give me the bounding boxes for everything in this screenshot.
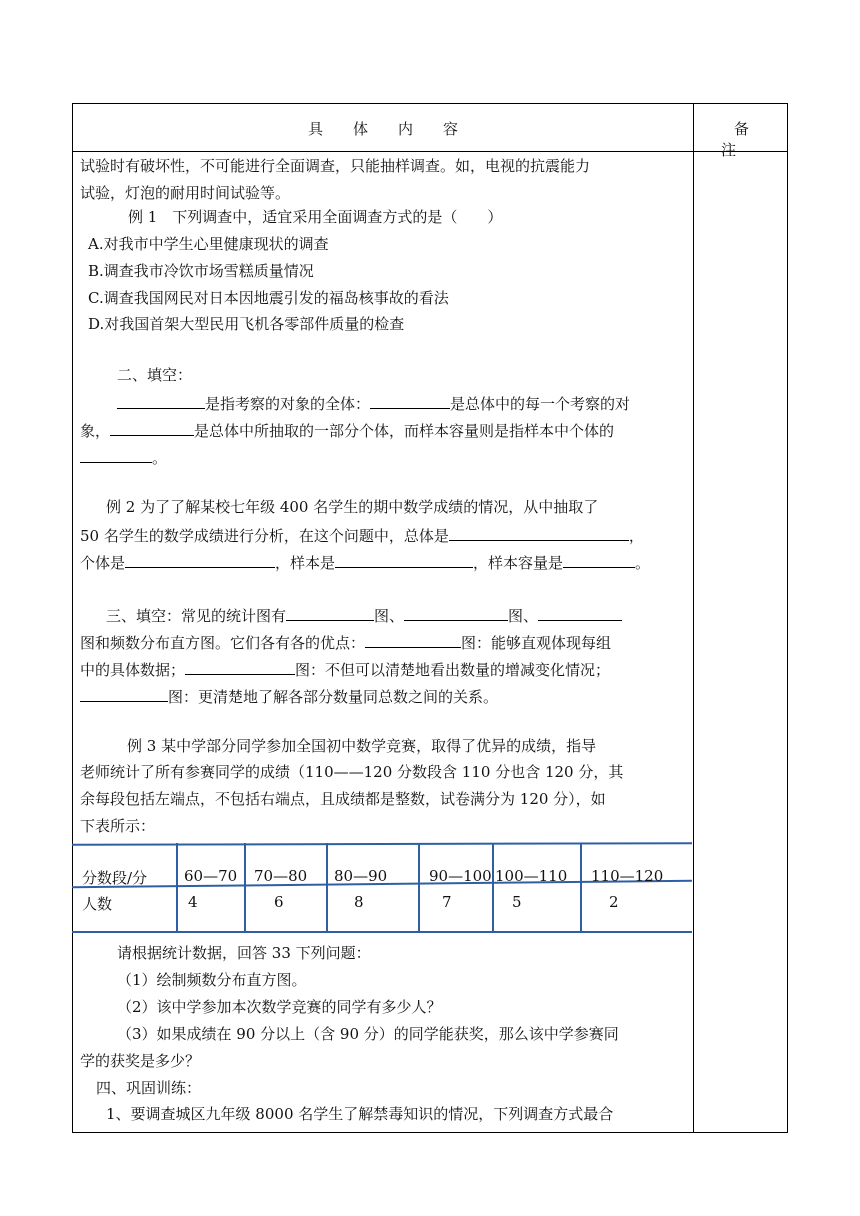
table-cell: 7 — [442, 893, 452, 911]
option-c: C.调查我国网民对日本因地震引发的福岛核事故的看法 — [88, 289, 449, 307]
table-cell: 2 — [609, 893, 619, 911]
table-rule — [244, 843, 246, 933]
table-rule — [326, 843, 328, 933]
question-2: （2）该中学参加本次数学竞赛的同学有多少人？ — [117, 998, 442, 1016]
example-1-question: 例 1 下列调查中，适宜采用全面调查方式的是（ ） — [128, 208, 503, 226]
table-rule — [580, 843, 582, 933]
section-2-line-3: 。 — [80, 446, 167, 468]
question-1: （1）绘制频数分布直方图。 — [117, 971, 307, 989]
option-a: A.对我市中学生心里健康现状的调查 — [88, 235, 329, 253]
table-cell: 8 — [354, 893, 364, 911]
blank[interactable] — [125, 551, 275, 568]
section-3-line-3: 中的具体数据； 图：不但可以清楚地看出数量的增减变化情况； — [80, 658, 610, 680]
section-4-title: 四、巩固训练： — [96, 1079, 202, 1097]
header-divider — [73, 151, 787, 152]
blank[interactable] — [335, 551, 473, 568]
blank[interactable] — [286, 604, 374, 621]
option-d: D.对我国首架大型民用飞机各零部件质量的检查 — [88, 315, 405, 333]
paragraph-line: 试验，灯泡的耐用时间试验等。 — [80, 184, 291, 202]
example-3-line: 老师统计了所有参赛同学的成绩（110——120 分数段含 110 分也含 120 分，其 — [80, 763, 624, 781]
blank[interactable] — [110, 419, 194, 436]
table-rule — [492, 843, 494, 933]
section-3-line-2: 图和频数分布直方图。它们各有各的优点： 图：能够直观体现每组 — [80, 631, 611, 653]
table-cell: 4 — [188, 893, 198, 911]
example-3-line: 例 3 某中学部分同学参加全国初中数学竞赛，取得了优异的成绩，指导 — [127, 737, 597, 755]
paragraph-line: 试验时有破坏性，不可能进行全面调查，只能抽样调查。如，电视的抗震能力 — [80, 157, 591, 175]
example-2-line-3: 个体是 ，样本是 ，样本容量是 。 — [80, 551, 650, 573]
table-cell: 5 — [512, 893, 522, 911]
option-b: B.调查我市冷饮市场雪糕质量情况 — [88, 262, 314, 280]
section-4-item-1: 1、要调查城区九年级 8000 名学生了解禁毒知识的情况，下列调查方式最合 — [106, 1105, 614, 1123]
example-3-line: 余每段包括左端点，不包括右端点，且成绩都是整数，试卷满分为 120 分），如 — [80, 790, 606, 808]
notes-column-divider — [693, 104, 694, 1132]
score-table — [72, 843, 692, 933]
blank[interactable] — [538, 604, 622, 621]
table-rule — [72, 931, 692, 933]
example-2-line-1: 例 2 为了了解某校七年级 400 名学生的期中数学成绩的情况，从中抽取了 — [106, 498, 599, 516]
blank[interactable] — [563, 551, 635, 568]
table-rule — [72, 842, 692, 846]
table-header-cell: 100—110 — [495, 867, 568, 885]
blank[interactable] — [365, 631, 461, 648]
table-header-cell: 90—100 — [429, 867, 492, 885]
blank[interactable] — [117, 392, 205, 409]
question-3-cont: 学的获奖是多少？ — [80, 1052, 201, 1070]
table-rule — [176, 843, 178, 933]
table-row-label: 人数 — [82, 895, 113, 913]
blank[interactable] — [449, 524, 629, 541]
table-cell: 6 — [274, 893, 284, 911]
table-header-cell: 分数段/分 — [82, 869, 148, 887]
table-header-cell: 80—90 — [334, 867, 388, 885]
example-3-line: 下表所示： — [80, 817, 156, 835]
section-2-line-1: 是指考察的对象的全体： 是总体中的每一个考察的对 — [117, 392, 630, 414]
example-2-line-2: 50 名学生的数学成绩进行分析，在这个问题中，总体是 ， — [80, 524, 644, 546]
blank[interactable] — [404, 604, 508, 621]
section-2-line-2: 象， 是总体中所抽取的一部分个体，而样本容量则是指样本中个体的 — [80, 419, 614, 441]
table-header-cell: 110—120 — [591, 867, 664, 885]
blank[interactable] — [80, 446, 152, 463]
section-3-line-4: 图：更清楚地了解各部分数量同总数之间的关系。 — [80, 685, 498, 707]
blank[interactable] — [185, 658, 295, 675]
section-2-title: 二、填空： — [117, 366, 193, 384]
table-rule — [418, 843, 420, 933]
blank[interactable] — [80, 685, 168, 702]
question-intro: 请根据统计数据，回答 33 下列问题： — [117, 944, 371, 962]
section-3-line-1: 三、填空：常见的统计图有 图、 图、 — [106, 604, 622, 626]
table-header-cell: 70—80 — [254, 867, 308, 885]
table-header-cell: 60—70 — [184, 867, 238, 885]
header-note: 备注 — [720, 120, 775, 159]
question-3: （3）如果成绩在 90 分以上（含 90 分）的同学能获奖，那么该中学参赛同 — [117, 1025, 619, 1043]
blank[interactable] — [370, 392, 450, 409]
header-content: 具体内容 — [307, 120, 488, 138]
